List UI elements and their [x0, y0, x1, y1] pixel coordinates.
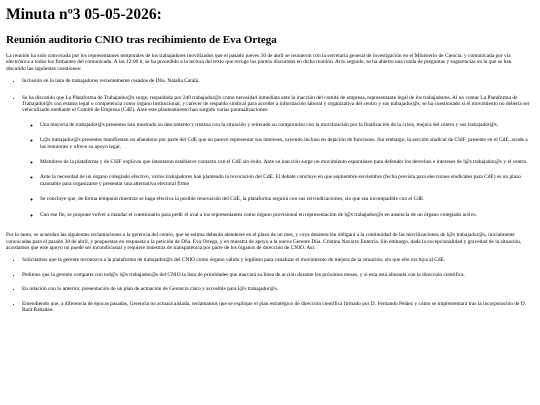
- clarifications-list: [22, 122, 532, 218]
- discussion-point: [22, 95, 532, 218]
- clarification-item: ◦ Miembros de la plataforma y de CSIF explican que intentaron establecer contacto con el CdE sin éxito. Ante su inacción surge un movimiento espontáneo para defender los derechos e intereses de l@s trabajador@s y el centro.: [40, 159, 532, 165]
- demand-item: • Pedimos que la gerente comparta con tod@s l@s trabajador@s del CNIO la lista de prioridades que marcará su línea de acción durante los próximos meses, y si esta está alineada con la dirección científica.: [22, 272, 532, 278]
- clarification-item: ◦ L@s trabajador@s presentes manifiestan un abandono por parte del CdE que no parece representar sus intereses, cayendo incluso en dejación de funciones. Sin embargo, la sección sindical de CSIF, presente en el CdE, acude a las reuniones y ofrece su apoyo legal.: [40, 137, 532, 150]
- demands-list: [6, 257, 532, 313]
- discussion-point-text: Se ha discutido que La Plataforma de Trabajador@s surge, respaldada por 240 trabajador@s como necesidad inmediata ante la inacción del comité de empresa, representante legal de los trabajadores. Al no contar La Plataforma de Trabajador@s con estatus legal o competencia como órgano institucional, y carecer de respaldo sindical para acceder a información laboral y organizativa del centro y sus trabajador@s, se ha cuestionado si el movimiento no debería ser vehiculizado mediante el Comité de Empresa (CdE). Ante este planteamiento han surgido varias puntualizaciones:: [22, 94, 530, 114]
- clarification-item: ◦ Se concluye que, de forma temporal mientras se haga efectiva la posible renovación del CdE, la plataforma seguirá con sus reivindicaciones, sin que sea incompatible con el CdE.: [40, 196, 532, 202]
- conclusion-paragraph: Por lo tanto, se acuerdan las siguientes reclamaciones a la gerencia del centro, que se estima deberán atenderse en el plazo de un mes, y cuya desatención obligará a la continuidad de las movilizaciones de l@s trabajador@s, inicialmente convocadas para el pasado 30 de abril, y pospuestas en respuesta a la petición de Dña. Eva Ortega, y en muestra de apoyo a la nueva Gerente Dña. Cristina Navarro Enterría. Sin embargo, dada la excepcionalidad y gravedad de la situación, acordamos que este apoyo no puede ser incondicional y requiere muestras de transparencia por parte de los órganos de dirección de CNIO. Así:: [6, 232, 522, 251]
- intro-paragraph: La reunión ha sido convocada por los representantes temporales de los trabajadores movilizados que el pasado jueves 30 de abril se reunieron con la secretaría general de investigación en el Ministerio de Ciencia, y comunicada por vía electrónica a todos los firmantes del comunicado. A las 12:00 h, se ha procedido a la lectura del texto que recoge los puntos discutidos en dicha reunión. Acto seguido, se ha abierto una ronda de preguntas y sugerencias en la que se han discutido las siguientes cuestiones:: [6, 53, 512, 72]
- clarification-item: ◦ Una mayoría de trabajador@s presentes han mostrado su descontento y tristeza con la situación y reiterado su compromiso con la movilización por la finalización de la crisis, mejora del centro y sus trabajador@s.: [40, 122, 532, 128]
- discussion-points-list: [6, 78, 532, 218]
- clarification-item: ◦ Ante la necesidad de un órgano colegiado efectivo, varios trabajadores han planteado la revocación del CdE. El debate concluye en que septiembre-noviembre (fecha prevista para elecciones sindicales para CdE) es un plazo razonable para organizarse y presentar una alternativa electoral firme: [40, 174, 532, 187]
- demand-item: • Entendiendo que, a diferencia de épocas pasadas, Gerencia no actuará aislada, reclamamos que se explique el plan estratégico de dirección científica firmado por D. Fernando Peláez y cómo se implementará tras la incorporación de D. Raúl Rabadán.: [22, 301, 532, 314]
- page-title: Minuta nº3 05-05-2026:: [6, 6, 162, 23]
- demand-item: • En relación con lo anterior, presentación de un plan de actuación de Gerencia claro y accesible para l@s trabajador@s.: [22, 286, 532, 292]
- demand-item: • Solicitamos que la gerente reconozca a la plataforma de trabajador@s del CNIO como órgano válido y legítimo para canalizar el movimiento de mejora de la situación, sin que ello excluya al CdE.: [22, 257, 532, 263]
- clarification-item: ◦ Con ese fin, se propone volver a mandar el cuestionario para pedir el aval a los representantes como órgano provisional en representación de l@s trabajador@s en ausencia de un órgano colegiado activo.: [40, 212, 532, 218]
- meeting-heading: Reunión auditorio CNIO tras recibimiento de Eva Ortega: [6, 34, 277, 46]
- discussion-point: • Inclusión en la lista de trabajadores recientemente cesados de Dña. Natalia Catalá.: [22, 78, 532, 84]
